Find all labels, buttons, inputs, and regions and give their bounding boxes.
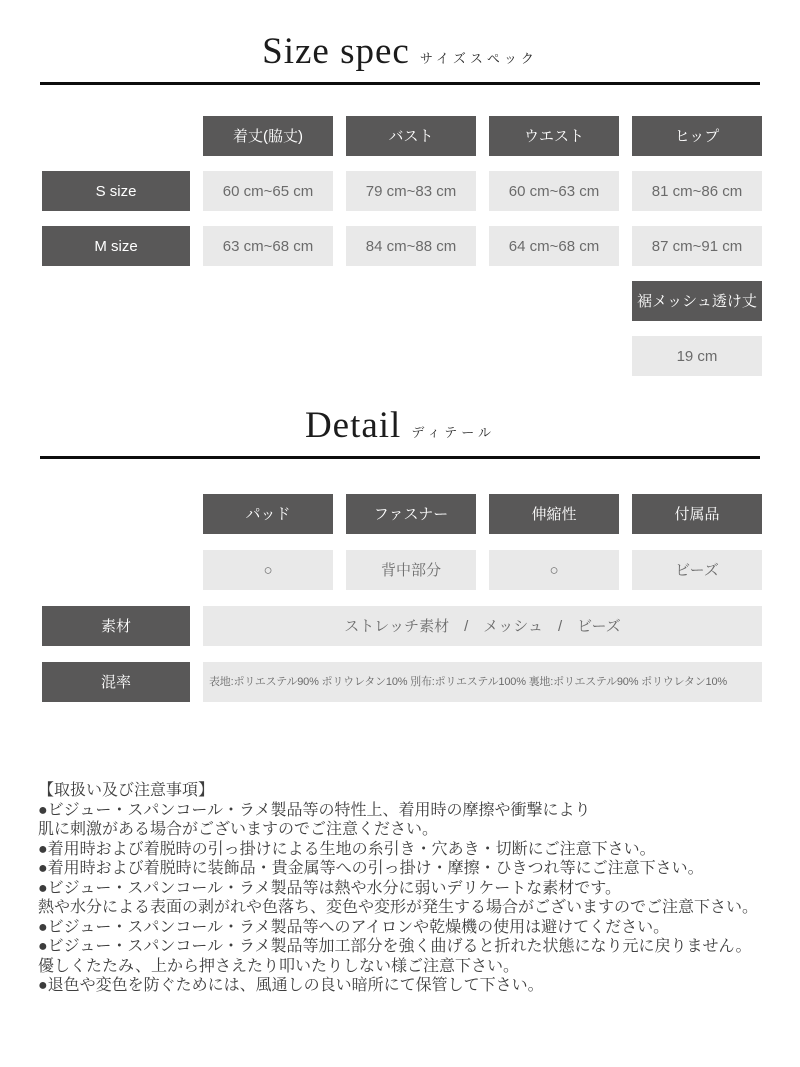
detail-accessory-value: ビーズ xyxy=(632,550,762,590)
size-s-hip: 81 cm~86 cm xyxy=(632,171,762,211)
notes-line: 優しくたたみ、上から押さえたり叩いたりしない様ご注意下さい。 xyxy=(38,957,519,975)
detail-title-en: Detail xyxy=(304,405,402,446)
detail-col-header-fastener: ファスナー xyxy=(346,494,476,534)
spacer-cell xyxy=(42,550,190,590)
handling-notes xyxy=(38,781,770,996)
size-spec-title-ja: サイズスペック xyxy=(419,51,538,66)
notes-line: 熱や水分による表面の剥がれや色落ち、変色や変形が発生する場合がございますのでご注意下さい。 xyxy=(38,899,759,916)
size-col-header-length: 着丈(脇丈) xyxy=(203,116,333,156)
detail-col-header-pad: パッド xyxy=(203,494,333,534)
size-s-bust: 79 cm~83 cm xyxy=(346,171,476,211)
detail-col-header-stretch: 伸縮性 xyxy=(489,494,619,534)
spacer-cell xyxy=(42,116,190,156)
size-m-bust: 84 cm~88 cm xyxy=(346,226,476,266)
size-col-header-waist: ウエスト xyxy=(489,116,619,156)
detail-pad-value: ○ xyxy=(203,550,333,590)
size-spec-heading xyxy=(0,0,800,73)
size-spec-title-en: Size spec xyxy=(262,31,410,72)
spacer-cell xyxy=(42,494,190,534)
detail-table xyxy=(42,494,800,702)
detail-heading xyxy=(0,376,800,447)
size-m-waist: 64 cm~68 cm xyxy=(489,226,619,266)
size-s-length: 60 cm~65 cm xyxy=(203,171,333,211)
notes-line: ●ビジュー・スパンコール・ラメ製品等へのアイロンや乾燥機の使用は避けてください。 xyxy=(38,918,670,936)
notes-line: ●ビジュー・スパンコール・ラメ製品等の特性上、着用時の摩擦や衝撃により xyxy=(38,801,591,819)
material-label: 素材 xyxy=(42,606,190,646)
mixture-value: 表地:ポリエステル90% ポリウレタン10% 別布:ポリエステル100% 裏地:ポリエステル90% ポリウレタン10% xyxy=(203,662,762,702)
size-col-header-hip: ヒップ xyxy=(632,116,762,156)
detail-col-header-accessory: 付属品 xyxy=(632,494,762,534)
detail-fastener-value: 背中部分 xyxy=(346,550,476,590)
detail-title-ja: ディテール xyxy=(411,425,496,440)
size-s-waist: 60 cm~63 cm xyxy=(489,171,619,211)
detail-stretch-value: ○ xyxy=(489,550,619,590)
notes-heading: 【取扱い及び注意事項】 xyxy=(38,782,215,799)
hem-mesh-length-header: 裾メッシュ透け丈 xyxy=(632,281,762,321)
notes-line: ●退色や変色を防ぐためには、風通しの良い暗所にて保管して下さい。 xyxy=(38,977,544,994)
size-m-length: 63 cm~68 cm xyxy=(203,226,333,266)
size-spec-table xyxy=(42,116,800,376)
size-col-header-bust: バスト xyxy=(346,116,476,156)
notes-line: 肌に刺激がある場合がございますのでご注意ください。 xyxy=(38,821,439,838)
notes-line: ●ビジュー・スパンコール・ラメ製品等は熱や水分に弱いデリケートな素材です。 xyxy=(38,879,621,897)
notes-line: ●着用時および着脱時に装飾品・貴金属等への引っ掛け・摩擦・ひきつれ等にご注意下さい。 xyxy=(38,860,704,877)
notes-line: ●着用時および着脱時の引っ掛けによる生地の糸引き・穴あき・切断にご注意下さい。 xyxy=(38,840,656,858)
heading-divider xyxy=(40,82,760,85)
mixture-label: 混率 xyxy=(42,662,190,702)
heading-divider xyxy=(40,456,760,459)
hem-mesh-length-value: 19 cm xyxy=(632,336,762,376)
notes-line: ●ビジュー・スパンコール・ラメ製品等加工部分を強く曲げると折れた状態になり元に戻りません。 xyxy=(38,938,752,955)
size-row-label-m: M size xyxy=(42,226,190,266)
material-value: ストレッチ素材 / メッシュ / ビーズ xyxy=(203,606,762,646)
size-row-label-s: S size xyxy=(42,171,190,211)
size-m-hip: 87 cm~91 cm xyxy=(632,226,762,266)
